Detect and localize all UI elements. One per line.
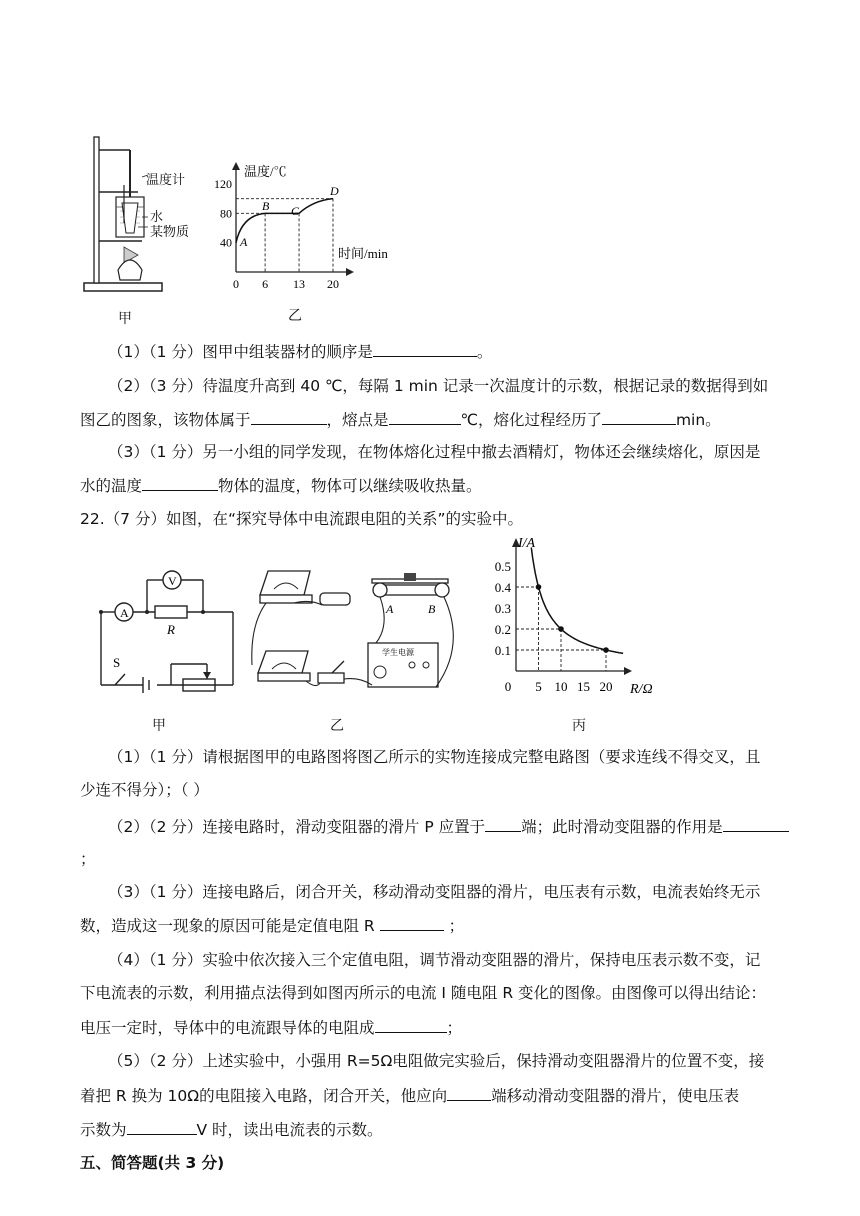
t-pt-C: C [291, 204, 300, 218]
q21-part2-line1: （2）（3 分）待温度升高到 40 ℃，每隔 1 min 记录一次温度计的示数，根据记录的数据得到如 [108, 377, 769, 395]
q22-part4-line1: （4）（1 分）实验中依次接入三个定值电阻，调节滑动变阻器的滑片，保持电压表示数不变，记 [108, 951, 761, 969]
i-point-10 [558, 626, 564, 632]
t-series-line [236, 199, 333, 243]
figure-yi-temperature-chart [210, 160, 410, 292]
t-ytick-120: 120 [214, 177, 232, 191]
t-xtick-0: 0 [233, 277, 239, 291]
blank-q22-2a[interactable] [485, 815, 521, 832]
c-label-V: V [168, 574, 177, 588]
figure-yi-circuit-kit [240, 565, 470, 715]
label-substance: 某物质 [150, 225, 190, 240]
blank-q21-2c[interactable] [602, 408, 676, 425]
blank-q21-3[interactable] [142, 474, 218, 491]
i-xtick-5: 5 [535, 679, 542, 694]
blank-q21-2a[interactable] [251, 408, 327, 425]
q22-part4-line3: 电压一定时，导体中的电流跟导体的电阻成 ； [80, 1016, 462, 1039]
figure-bing-current-chart [488, 535, 668, 705]
i-ytick-0.2: 0.2 [494, 622, 511, 637]
q22-part2-line1: （2）（2 分）连接电路时，滑动变阻器的滑片 P 应置于 端；此时滑动变阻器的作用是 [108, 815, 789, 838]
t-xtick-6: 6 [262, 277, 269, 291]
t-pt-B: B [262, 199, 270, 213]
q22-part3-line2: 数，造成这一现象的原因可能是定值电阻 R ； [80, 914, 464, 937]
t-xlabel: 时间/min [338, 246, 388, 261]
i-ytick-0.3: 0.3 [494, 601, 511, 616]
t-ytick-80: 80 [220, 206, 232, 221]
i-xtick-10: 10 [554, 679, 568, 694]
caption-yi-1: 乙 [288, 308, 302, 324]
q22-title: 22.（7 分）如图，在“探究导体中电流跟电阻的关系”的实验中。 [80, 510, 524, 528]
section-5-title: 五、简答题(共 3 分) [80, 1154, 225, 1172]
q22-part3-line1: （3）（1 分）连接电路后，闭合开关，移动滑动变阻器的滑片，电压表有示数，电流表始终无示 [108, 883, 761, 901]
q22-part5-line3: 示数为 V 时，读出电流表的示数。 [80, 1118, 383, 1141]
figure-jia-apparatus [78, 135, 208, 300]
caption-yi-2: 乙 [330, 718, 344, 734]
blank-q22-4[interactable] [375, 1016, 447, 1033]
q21-part3-line2: 水的温度 物体的温度，物体可以继续吸收热量。 [80, 474, 482, 497]
t-pt-D: D [330, 184, 339, 198]
i-ytick-0.4: 0.4 [494, 580, 511, 595]
i-point-5 [536, 584, 542, 590]
i-series-curve [531, 548, 623, 654]
blank-q22-5a[interactable] [447, 1084, 491, 1101]
current-chart-marks [495, 548, 623, 695]
q22-part5-line2: 着把 R 换为 10Ω的电阻接入电路，闭合开关，他应向 端移动滑动变阻器的滑片，使电压表 [80, 1084, 739, 1107]
q22-part5-line1: （5）（2 分）上述实验中，小强用 R=5Ω电阻做完实验后，保持滑动变阻器滑片的位置不变，接 [108, 1052, 765, 1070]
label-thermometer: 温度计 [146, 173, 186, 188]
q22-part2-line2: ； [80, 850, 96, 868]
caption-jia-2: 甲 [152, 718, 166, 734]
q21-part3-line1: （3）（1 分）另一小组的同学发现，在物体熔化过程中撤去酒精灯，物体还会继续熔化，原因是 [108, 443, 761, 461]
temperature-chart-marks [214, 177, 339, 291]
t-ylabel: 温度/℃ [244, 164, 287, 179]
c-label-A: A [120, 606, 129, 620]
i-xtick-0: 0 [504, 679, 512, 694]
label-water: 水 [150, 210, 164, 225]
blank-q22-3[interactable] [380, 914, 444, 931]
figure-jia-circuit [95, 560, 240, 695]
i-xtick-15: 15 [577, 679, 590, 694]
t-xtick-13: 13 [293, 277, 306, 291]
caption-jia-1: 甲 [118, 311, 132, 327]
i-ylabel: I/A [518, 536, 536, 551]
t-pt-A: A [240, 235, 248, 249]
c-label-R: R [167, 622, 175, 637]
i-xtick-20: 20 [599, 679, 613, 694]
t-xtick-20: 20 [327, 277, 339, 291]
q22-part1-line2: 少连不得分）；（ ） [80, 781, 209, 799]
blank-q22-5b[interactable] [127, 1118, 197, 1135]
kit-label-B: B [428, 602, 436, 616]
kit-label-A: A [386, 602, 394, 616]
q21-part1: （1）（1 分）图甲中组装器材的顺序是 。 [108, 340, 492, 363]
blank-q21-1[interactable] [373, 340, 477, 357]
caption-bing: 丙 [572, 718, 586, 734]
i-point-20 [603, 647, 609, 653]
blank-q22-2b[interactable] [723, 815, 789, 832]
q21-part2-line2: 图乙的图象，该物体属于 ，熔点是 ℃，熔化过程经历了 min。 [80, 408, 721, 431]
q22-part4-line2: 下电流表的示数，利用描点法得到如图丙所示的电流 I 随电阻 R 变化的图像。由图像可以得出结论： [80, 984, 767, 1002]
i-ytick-0.1: 0.1 [494, 643, 511, 658]
kit-box-label: 学生电源 [382, 648, 414, 657]
blank-q21-2b[interactable] [389, 408, 461, 425]
q22-part1-line1: （1）（1 分）请根据图甲的电路图将图乙所示的实物连接成完整电路图（要求连线不得交叉，且 [108, 748, 761, 766]
t-ytick-40: 40 [220, 235, 232, 250]
c-label-S: S [113, 655, 121, 670]
i-xlabel: R/Ω [630, 682, 653, 697]
i-ytick-0.5: 0.5 [494, 559, 511, 574]
